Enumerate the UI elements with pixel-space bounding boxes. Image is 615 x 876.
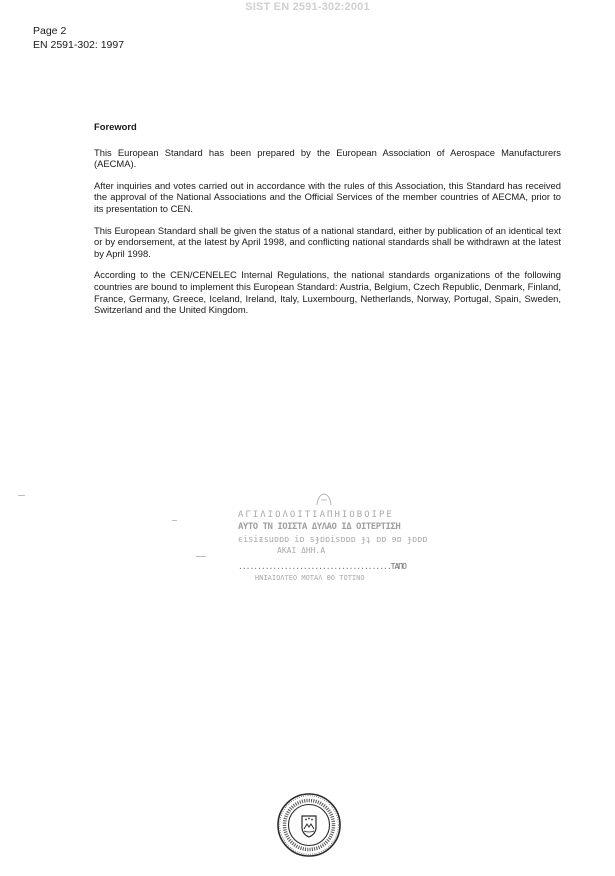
document-watermark: SIST EN 2591-302:2001 — [245, 1, 370, 13]
standard-number: EN 2591-302: 1997 — [33, 39, 125, 51]
stamp-line: ΑΥΤΟ ΤΝ ΙΟΙΣΤΑ ΔΥΛΑΟ ΙΔ ΟΙΤΕΡΤΙΣΗ — [238, 522, 401, 532]
faded-stamp — [230, 492, 428, 592]
foreword-paragraph: After inquiries and votes carried out in accordance with the rules of this Association, this Standard has received the approval of the National Associations and the Official Services of the member countries of AECMA, prior to its presentation to CEN. — [94, 179, 561, 214]
foreword-paragraph: According to the CEN/CENELEC Internal Regulations, the national standards organizations of the following countries are bound to implement this European Standard: Austria, Belgium, Czech Republic, Denmark, Finland, France, Germany, Greece, Iceland, Ireland, Italy, Luxembourg, Netherlands, Norway, Portugal, Spain, Sweden, Switzerland and the United Kingdom. — [94, 269, 561, 316]
stamp-line: ........................................ΤΑΠΟ — [238, 562, 406, 571]
foreword-title: Foreword — [94, 121, 137, 132]
page-number: Page 2 — [33, 25, 67, 37]
stamp-line: ΑΓΙΛΙΟΛΟΙΤΙΑΠΗΙΟΒΟΙΡΕ — [238, 510, 394, 520]
foreword-paragraph: This European Standard shall be given the status of a national standard, either by publication of an identical text or by endorsement, at the latest by April 1998, and conflicting national standards shall be withdrawn at the latest by April 1998. — [94, 224, 561, 259]
foreword-section — [94, 121, 561, 326]
foreword-paragraph: This European Standard has been prepared by the European Association of Aerospace Manufacturers (AECMA). — [94, 146, 561, 170]
scan-mark — [196, 556, 206, 557]
stamp-line: ΗΝΙΑΙΟΛΤΕΟ ΜΟΤΑΛ ΘΟ ΤΟΤΙΝΟ — [255, 574, 365, 582]
official-seal-icon — [276, 792, 342, 858]
stamp-line: ΑΚΑΙ ΔΗΗ.Α — [277, 546, 326, 555]
scan-mark — [172, 520, 177, 521]
stamp-emblem-icon — [314, 492, 334, 508]
page-header — [33, 24, 124, 52]
stamp-line: ϵisiᵻsuɒɒɒ iɒ sɟɒɒisɒɒɒ ɟʇ ɒɒ ɘɒ ɟɒɒɒ — [238, 535, 428, 545]
scan-mark — [18, 495, 25, 496]
